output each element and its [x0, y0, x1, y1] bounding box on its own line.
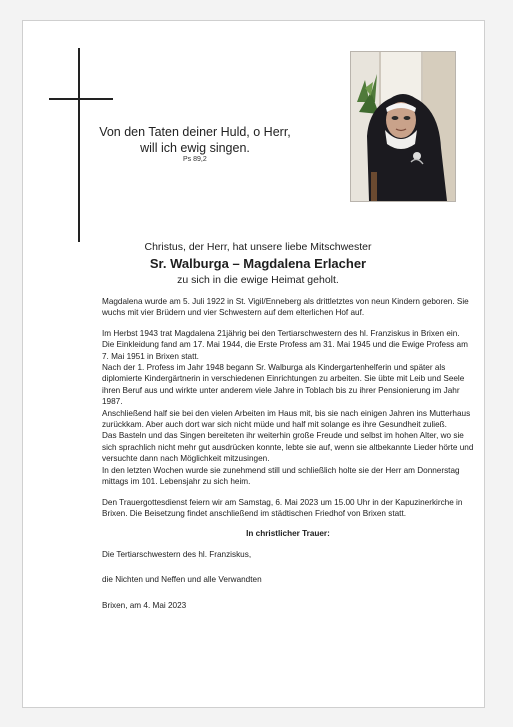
verse-line-1: Von den Taten deiner Huld, o Herr, [99, 125, 291, 139]
verse-line-2: will ich ewig singen. [140, 141, 250, 155]
closing-date: Brixen, am 4. Mai 2023 [102, 600, 187, 610]
intro-line-1: Christus, der Herr, hat unsere liebe Mitschwester [144, 241, 372, 253]
bible-verse [85, 124, 305, 156]
portrait-photo [350, 51, 456, 202]
mourner-line-1: Die Tertiarschwestern des hl. Franziskus, [102, 549, 252, 559]
paragraph-retirement: Anschließend half sie bei den vielen Arbeiten im Haus mit, bis sie nach einigen Jahren ins Mutterhaus zurückkam. Aber auch dort war sich nicht müde und half mit solange es ihre Gesundheit zuließ. [102, 408, 471, 430]
obituary-page [22, 20, 485, 708]
verse-reference: Ps 89,2 [183, 156, 207, 163]
paragraph-profession: Im Herbst 1943 trat Magdalena 21jährig bei den Tertiarschwestern des hl. Franziskus in Brixen ein. Die Einkleidung fand am 17. Mai 1944, die Erste Profess am 31. Mai 1945 und die Ewige Profess am 7. Mai 1951 in Brixen statt. [102, 328, 468, 361]
mourner-line-2: die Nichten und Neffen und alle Verwandten [102, 575, 262, 585]
announcement [105, 240, 411, 287]
paragraph-career: Nach der 1. Profess im Jahr 1948 begann Sr. Walburga als Kindergartenhelferin und später als diplomierte Kindergärtnerin in verschiedenen Einrichtungen zu arbeiten. Sie übte mit Leib und Seele ihren Beruf aus und wirkte unter anderem viele Jahre in Toblach bis zu ihrer Pensionierung im Jahr 1987. [102, 363, 465, 407]
paragraph-singing: Das Basteln und das Singen bereiteten ihr weiterhin große Freude und selbst im hohen Alter, wo sie sich sprachlich nicht mehr gut ausdrücken konnte, lebte sie auf, wenn sie altbekannte Lieder hörte und versuchte dann nach Möglichkeit mitzusingen. [102, 431, 474, 464]
obituary-text [102, 296, 474, 611]
intro-line-2: zu sich in die ewige Heimat geholt. [177, 274, 339, 286]
paragraph-death: In den letzten Wochen wurde sie zunehmend still und schließlich holte sie der Herr am Donnerstag mittags im 101. Lebensjahr zu sich heim. [102, 465, 460, 487]
deceased-name: Sr. Walburga – Magdalena Erlacher [149, 256, 367, 271]
nun-portrait-image [351, 52, 455, 201]
paragraph-birth: Magdalena wurde am 5. Juli 1922 in St. Vigil/Enneberg als drittletztes von neun Kindern geboren. Sie wuchs mit vier Brüdern und vier Schwestern auf dem elterlichen Hof auf. [102, 297, 469, 318]
paragraph-funeral: Den Trauergottesdienst feiern wir am Samstag, 6. Mai 2023 um 15.00 Uhr in der Kapuzinerkirche in Brixen. Die Beisetzung findet anschließend im städtischen Friedhof von Brixen statt. [102, 497, 463, 518]
mourning-heading: In christlicher Trauer: [246, 529, 330, 539]
cross-horizontal-bar [49, 98, 113, 100]
cross-vertical-bar [78, 48, 80, 242]
